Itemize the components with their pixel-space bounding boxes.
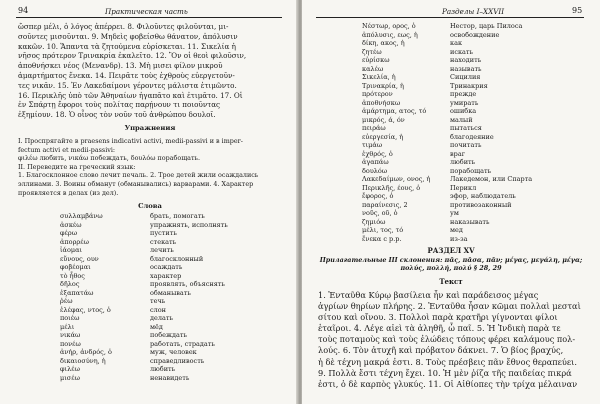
vocab-entry (60, 255, 290, 264)
section-title: РАЗДЕЛ XV (427, 246, 475, 255)
vocab-entry (60, 280, 290, 289)
vocab-greek-word: ἀγαπάω (362, 158, 389, 166)
vocab-greek-word: μικρός, ά, όν (362, 115, 405, 124)
vocab-entry (362, 141, 592, 150)
text-line: ὤσπερ μέλι, ὁ λόγος ἀπέρρει. 8. Φιλοῦντες φιλοῦνται, μι- (18, 22, 229, 31)
text-line: 1. Благосклонное слово лечит печаль. 2. Трое детей жили осаждались (18, 171, 259, 180)
text-line: I. Проспрягайте в praesens indicativi activi, medii-passivi и в imper- (18, 137, 243, 145)
text-line: λούς. 6. Τὸν ἀτυχῆ καὶ πρόβατον δάκνει. 7. Ὁ βίος βραχύς, (318, 345, 564, 356)
header-rule-left (16, 17, 282, 18)
vocab-greek-word: Σικελία, ἡ (362, 73, 396, 81)
vocab-entry (362, 99, 592, 108)
vocab-translation: брать, помогать (150, 212, 205, 220)
vocab-greek-word: μέλι, τος, τό (362, 226, 404, 234)
vocab-greek-word: ἀπόλυσις, εως, ἡ (362, 30, 418, 39)
vocab-greek-word: πονέω (60, 339, 81, 348)
vocab-greek-word: εὐεργεσία, ἡ (362, 132, 404, 141)
vocab-entry (362, 192, 592, 201)
exercise-instructions (18, 137, 282, 197)
text-line: ἀποθνήσκει νέος (Μενανδρ). 13. Μὴ μισει φίλον μικροῦ (18, 61, 223, 71)
vocab-translation: проявлять, объяснять (150, 280, 225, 288)
vocab-greek-word: νοῦς, οῦ, ὁ (362, 209, 398, 217)
vocab-entry (362, 133, 592, 142)
vocab-translation: прежде (450, 90, 477, 98)
words-heading: Слова (138, 202, 162, 210)
text-line: κακῶν. 10. Ἅπαντα τὰ ζητούμενα εὑρίσκεται. 11. Σικελία ἡ (18, 41, 236, 51)
vocab-entry (362, 56, 592, 65)
vocab-entry (362, 48, 592, 57)
vocab-greek-word: δουλόω (362, 166, 388, 175)
exercises-heading: Упражнения (124, 124, 176, 132)
vocab-translation: почитать (450, 141, 482, 149)
vocab-entry (362, 226, 592, 235)
vocab-greek-word: ἕνεκα c p.p. (362, 234, 402, 243)
vocab-greek-word: πρότερον (362, 90, 393, 98)
vocab-entry (362, 116, 592, 125)
vocab-entry (60, 289, 290, 298)
vocab-translation: работать, страдать (150, 339, 215, 348)
vocabulary-list-right (362, 22, 592, 243)
vocab-greek-word: εὔνους, ουν (60, 254, 99, 263)
vocab-translation: находить (450, 56, 482, 64)
vocab-greek-word: ἔφορος, ὁ (362, 192, 394, 200)
vocab-translation: побеждать (150, 331, 187, 339)
vocab-entry (362, 124, 592, 133)
vocab-greek-word: ῥέω (60, 297, 73, 305)
vocab-translation: обманывать (150, 288, 191, 297)
vocab-entry (362, 82, 592, 91)
text-line: ἐστι, ὁ δὲ καρπὸς γλυκύς. 11. Οἱ Αἰθίοπες τὴν τρίχα μέλαιναν (318, 378, 578, 389)
vocab-entry (60, 297, 290, 306)
vocab-greek-word: ἐξαπατάω (60, 288, 94, 297)
vocab-greek-word: φέρω (60, 229, 78, 237)
vocab-entry (60, 365, 290, 374)
vocab-translation: пытаться (450, 124, 482, 132)
vocab-greek-word: ζημιόω (362, 217, 386, 226)
vocab-translation: освобождение (450, 30, 500, 39)
vocab-translation: осаждать (150, 263, 183, 271)
vocab-greek-word: ἐλέφας, ντος, ὁ (60, 305, 111, 314)
greek-text-right (318, 290, 586, 390)
vocab-translation: справедливость (150, 356, 205, 365)
vocab-translation: искать (450, 47, 474, 56)
text-line: проявляется в делах (из дел). (18, 188, 119, 197)
vocab-greek-word: Λακεδαίμων, ονος, ἡ (362, 175, 431, 183)
vocab-greek-word: δίκη, ακος, ἡ (362, 39, 405, 47)
vocab-entry (362, 201, 592, 210)
vocab-translation: Нестор, царь Пилоса (450, 22, 523, 30)
vocab-entry (362, 209, 592, 218)
text-line: 16. Περικλῆς ὑπὸ τῶν Ἀθηναίων ἠγαπᾶτο καὶ ἐτιμᾶτο. 17. Οἱ (18, 90, 243, 100)
vocab-translation: благодеяние (450, 132, 494, 141)
vocab-entry (362, 184, 592, 193)
vocab-translation: из-за (450, 234, 468, 243)
vocab-translation: стекать (150, 237, 177, 246)
vocab-translation: мёд (150, 322, 163, 331)
vocab-greek-word: εὑρίσκω (362, 56, 390, 64)
vocab-entry (60, 374, 290, 383)
vocab-greek-word: ἁμάρτημα, ατος, τό (362, 107, 427, 115)
vocab-entry (60, 229, 290, 238)
vocab-entry (60, 306, 290, 315)
vocab-translation: слон (150, 305, 167, 314)
vocab-translation: называть (450, 64, 482, 73)
vocab-entry (362, 73, 592, 82)
vocab-translation: благосклонный (150, 254, 204, 263)
vocab-entry (60, 340, 290, 349)
vocab-entry (362, 235, 592, 244)
vocab-greek-word: δῆλος (60, 280, 80, 288)
text-line: ἐξημίουν. 18. Ὁ οἶνος τὸν νοῦν τοῦ ἀνθρώπου δουλοῖ. (18, 110, 216, 120)
running-head-right: Разделы I–XXVII (442, 7, 505, 16)
right-page (302, 0, 600, 404)
vocab-greek-word: δικαιοσύνη, ἡ (60, 356, 106, 365)
vocab-translation: Сицилия (450, 73, 481, 81)
vocab-translation: ошибка (450, 107, 477, 115)
page-number-left: 94 (18, 6, 29, 15)
vocab-greek-word: ποιέω (60, 314, 80, 322)
vocab-translation: лечить (150, 246, 174, 254)
vocab-translation: порабощать (450, 166, 492, 175)
vocab-entry (60, 221, 290, 230)
text-line: II. Переведите на греческий язык: (18, 162, 136, 171)
vocab-greek-word: Νέστωρ, ορος, ὁ (362, 22, 416, 30)
vocab-entry (60, 272, 290, 281)
vocab-entry (60, 357, 290, 366)
vocab-entry (60, 263, 290, 272)
section-subtitle: Прилагательные III склонения: πᾶς, πᾶσα, πᾶν; μέγας, μεγάλη, μέγα; πολύς, πολλή, πολύ § 28, 29 (319, 256, 583, 273)
text-line: 9. Πολλὰ ἔστι τέχνη ἔχει. 10. Ἡ μὲν ῥίζα τῆς παιδείας πικρά (318, 367, 572, 378)
vocab-translation: упражнять, исполнять (150, 220, 228, 229)
text-line: τες νικᾶν. 15. Ἐν Λακεδαίμονι γέροντες μάλιστα ἐτιμῶντο. (18, 80, 237, 90)
vocab-greek-word: φοβέομαι (60, 263, 91, 271)
vocab-entry (362, 65, 592, 74)
vocab-translation: характер (150, 271, 182, 280)
vocab-greek-word: τὸ ἦθος (60, 271, 85, 280)
vocab-translation: любить (150, 365, 176, 373)
vocab-translation: муж, человек (150, 348, 197, 356)
vocab-greek-word: ἀπορρέω (60, 237, 89, 246)
text-line: fectum activi et medii-passivi: (18, 145, 116, 154)
vocabulary-list-left (60, 212, 290, 382)
vocab-translation: любить (450, 158, 476, 166)
text-line: φιλέω любить, νικάω побеждать, δουλόω порабощать. (18, 154, 200, 163)
vocab-translation: мед (450, 226, 463, 234)
text-line: σοῦντες μισοῦνται. 9. Μηδεὶς φοβείσθω θάνατον, ἀπόλυσιν (18, 31, 238, 41)
vocab-greek-word: μισέω (60, 373, 80, 382)
text-line: ἑταῖροι. 4. Λέγε αἰεὶ τὰ ἀληθῆ, ὦ παῖ. 5. Ἡ Ἰνδικὴ παρὰ τε (318, 323, 561, 334)
vocab-translation: делать (150, 314, 173, 322)
text-line: ἁμαρτήματος ἕνεκα. 14. Πειρᾶτε τοὺς ἐχθροὺς εὐεργετοῦν- (18, 70, 235, 80)
vocab-translation: Перикл (450, 183, 477, 192)
vocab-entry (362, 175, 592, 184)
text-heading: Текст (439, 277, 463, 286)
text-line: эллинами. 3. Воины обманут (обманывались) варварами. 4. Характер (18, 179, 254, 188)
vocab-greek-word: μέλι (60, 322, 75, 331)
running-head-left: Практическая часть (105, 7, 188, 16)
vocab-greek-word: ἐχθρός, ὁ (362, 149, 393, 158)
vocab-entry (60, 331, 290, 340)
vocab-translation: ненавидеть (150, 373, 190, 382)
vocab-entry (60, 314, 290, 323)
vocab-entry (362, 218, 592, 227)
vocab-greek-word: ζητέω (362, 47, 382, 56)
vocab-greek-word: φιλέω (60, 365, 80, 373)
vocab-greek-word: καλέω (362, 64, 384, 73)
vocab-greek-word: ἀσκέω (60, 220, 82, 229)
vocab-translation: враг (450, 149, 466, 158)
text-line: σίτου καὶ οἴνου. 3. Πολλοὶ παρὰ κρατῆρι γίγνονται φίλοι (318, 312, 558, 323)
vocab-entry (60, 212, 290, 221)
vocab-translation: течь (150, 297, 166, 305)
vocab-greek-word: Τρινακρία, ἡ (362, 81, 404, 90)
vocab-greek-word: Περικλῆς, έους, ὁ (362, 183, 421, 192)
vocab-translation: ум (450, 209, 459, 217)
vocab-entry (362, 39, 592, 48)
header-rule-right (316, 17, 584, 18)
vocab-entry (362, 31, 592, 40)
vocab-entry (362, 167, 592, 176)
page-number-right: 95 (572, 6, 583, 15)
vocab-greek-word: πειράω (362, 124, 386, 132)
vocab-translation: пустить (150, 229, 177, 237)
vocab-entry (362, 158, 592, 167)
vocab-translation: Тринакрия (450, 81, 488, 90)
text-line: ἐν Σπάρτῃ ἔφοροι τοὺς πολίτας παρῄνουν τι ποιοῦντας (18, 100, 221, 110)
vocab-entry (362, 107, 592, 116)
vocab-greek-word: ἰάομαι (60, 246, 83, 254)
vocab-translation: малый (450, 115, 473, 124)
vocab-entry (362, 150, 592, 159)
vocab-greek-word: ἀποθνήσκω (362, 98, 401, 107)
vocab-entry (60, 238, 290, 247)
vocab-translation: умирать (450, 98, 479, 107)
vocab-translation: противозаконный (450, 200, 512, 209)
vocab-greek-word: νικάω (60, 331, 81, 339)
vocab-translation: как (450, 39, 463, 47)
greek-sentences-left (18, 22, 282, 120)
vocab-entry (362, 90, 592, 99)
text-line: τοὺς ποταμοὺς καὶ τοὺς ἐλώδεις τόπους φέρει καλάμους πολ- (318, 334, 576, 345)
vocab-greek-word: τιμάω (362, 141, 383, 149)
vocab-entry (60, 246, 290, 255)
vocab-entry (362, 22, 592, 31)
vocab-translation: наказывать (450, 217, 490, 226)
text-line: ἡ δὲ τέχνη μακρά ἐστι. 8. Τοὺς πρέσβεις πᾶν ἔθνος θεραπεύει. (318, 356, 577, 367)
text-line: 1. Ἐνταῦθα Κύρῳ βασίλεια ἦν καὶ παράδεισος μέγας (318, 290, 539, 300)
vocab-entry (60, 323, 290, 332)
text-line: ἀγρίων θηρίων πλήρης. 2. Ἐνταῦθα ἦσαν κῶμαι πολλαὶ μεσταὶ (318, 301, 581, 312)
vocab-greek-word: παραίνεσις, 2 (362, 200, 408, 209)
vocab-entry (60, 348, 290, 357)
vocab-greek-word: συλλαμβάνω (60, 212, 103, 220)
text-line: νῆσος πρότερον Τρινακρία ἐκαλεῖτο. 12. Ὃν οἱ θεοὶ φιλοῦσιν, (18, 51, 247, 61)
vocab-translation: Лакедемон, или Спарта (450, 175, 533, 183)
vocab-greek-word: ἀνήρ, ἀνδρός, ὁ (60, 348, 112, 356)
vocab-translation: эфор, наблюдатель (450, 192, 516, 200)
left-page (0, 0, 298, 404)
